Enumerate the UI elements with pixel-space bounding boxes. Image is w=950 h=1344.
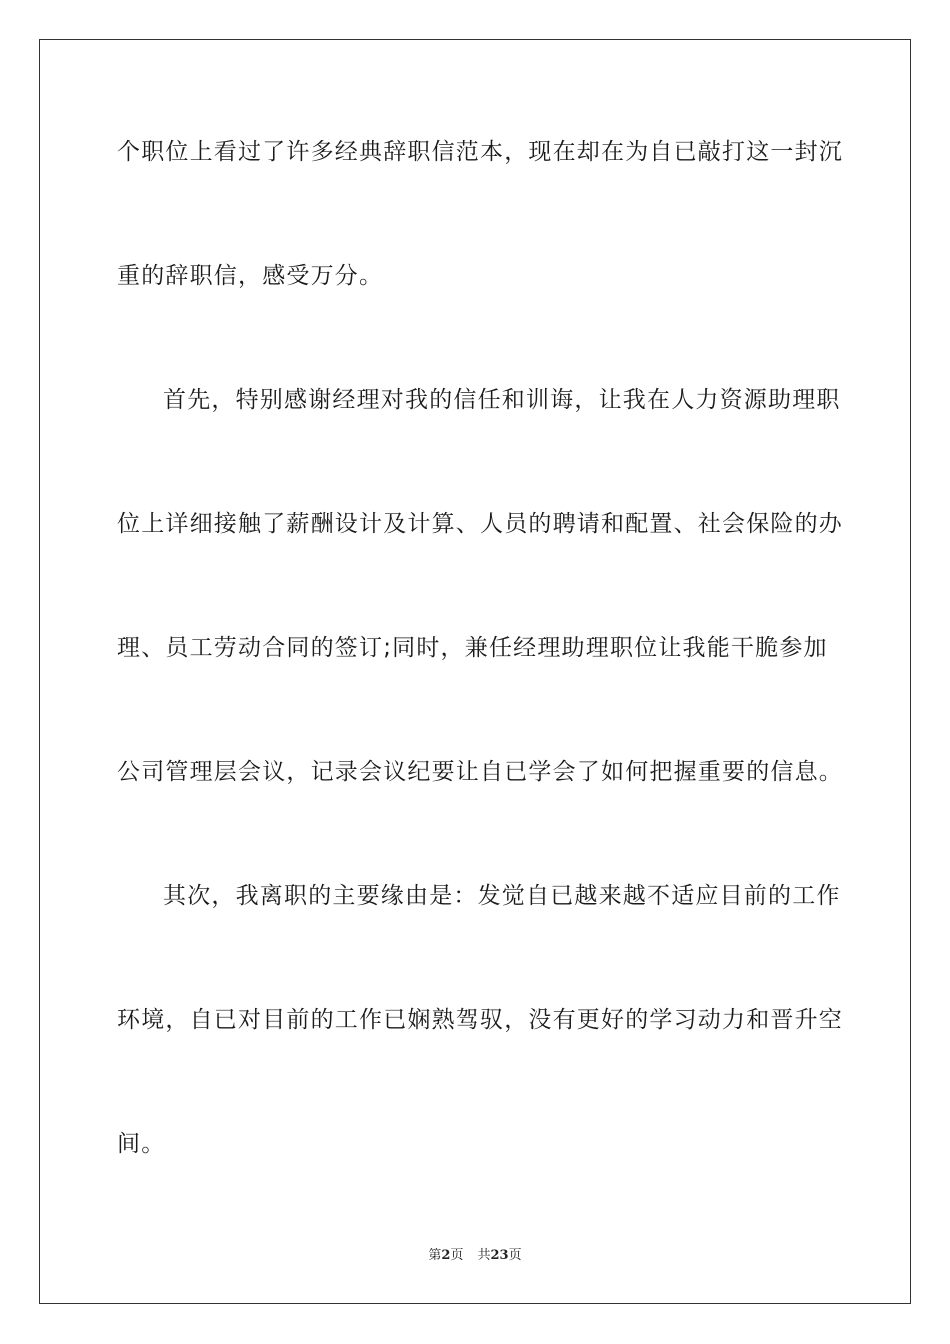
paragraph-line: 间。 <box>117 1131 166 1157</box>
paragraph-line: 首先，特别感谢经理对我的信任和训诲，让我在人力资源助理职 <box>163 387 841 413</box>
total-prefix: 共 <box>477 1248 491 1263</box>
page-number: 2 <box>441 1248 451 1263</box>
page-prefix: 第 <box>428 1248 442 1263</box>
page-frame <box>39 39 911 1304</box>
paragraph-line: 个职位上看过了许多经典辞职信范本，现在却在为自已敲打这一封沉 <box>117 139 843 165</box>
paragraph-line: 其次，我离职的主要缘由是：发觉自已越来越不适应目前的工作 <box>163 883 841 909</box>
page-suffix: 页 <box>450 1248 464 1263</box>
paragraph-line: 位上详细接触了薪酬设计及计算、人员的聘请和配置、社会保险的办 <box>117 511 843 537</box>
paragraph-line: 环境，自已对目前的工作已娴熟驾驭，没有更好的学习动力和晋升空 <box>117 1007 843 1033</box>
paragraph-line: 公司管理层会议，记录会议纪要让自已学会了如何把握重要的信息。 <box>117 759 843 785</box>
paragraph-line: 理、员工劳动合同的签订;同时，兼任经理助理职位让我能干脆参加 <box>117 635 828 661</box>
total-pages: 23 <box>490 1248 509 1263</box>
paragraph-line: 重的辞职信，感受万分。 <box>117 263 384 289</box>
total-suffix: 页 <box>508 1248 522 1263</box>
page-footer <box>0 1247 950 1265</box>
